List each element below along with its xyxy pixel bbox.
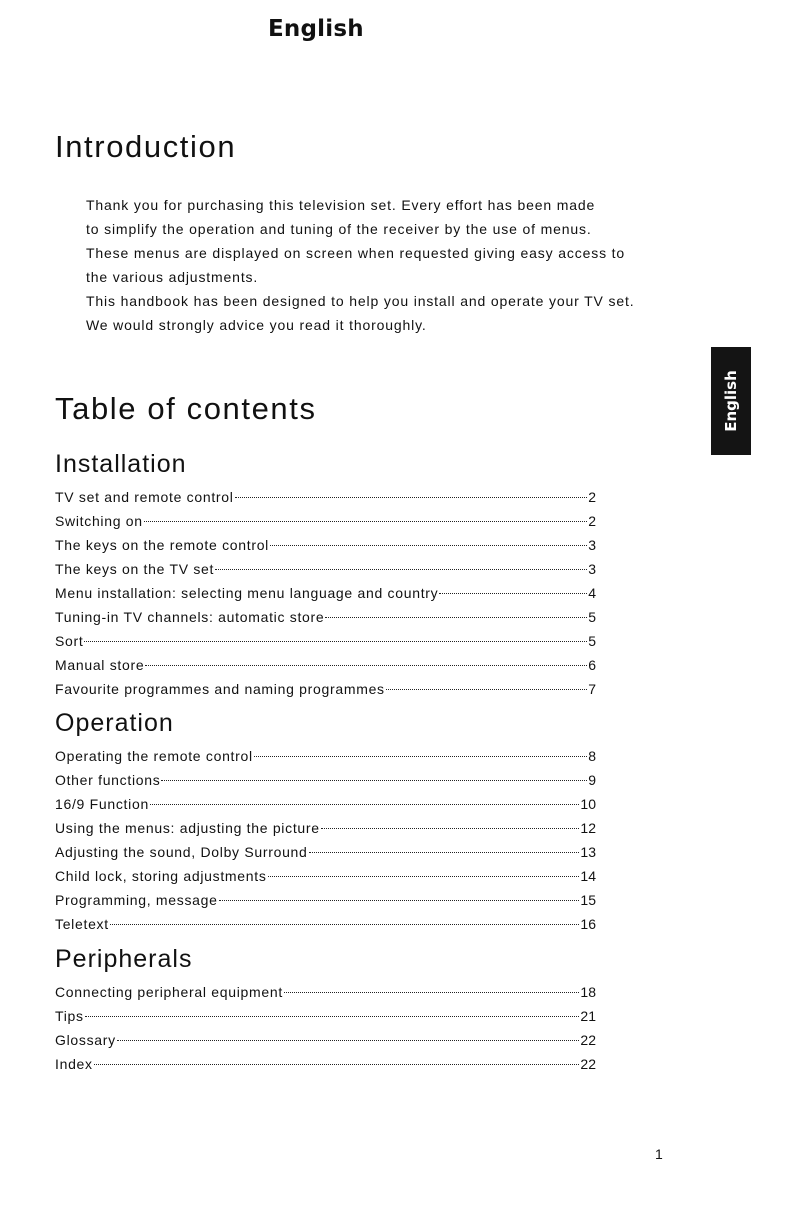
toc-entry bbox=[55, 509, 596, 533]
toc-entry-label: Connecting peripheral equipment bbox=[55, 984, 283, 1000]
header-language-label: English bbox=[268, 16, 364, 42]
toc-entry bbox=[55, 533, 596, 557]
toc-entry-page: 21 bbox=[580, 1008, 596, 1024]
toc-entry-page: 5 bbox=[588, 609, 596, 625]
toc-entry bbox=[55, 1028, 596, 1052]
toc-leader-dots bbox=[268, 876, 580, 877]
intro-line: These menus are displayed on screen when requested giving easy access to bbox=[86, 245, 626, 261]
section-title-peripherals: Peripherals bbox=[55, 945, 193, 973]
toc-entry-page: 7 bbox=[588, 681, 596, 697]
toc-leader-dots bbox=[386, 689, 587, 690]
toc-list-operation bbox=[55, 744, 596, 936]
toc-entry-label: Child lock, storing adjustments bbox=[55, 868, 267, 884]
toc-entry-label: Adjusting the sound, Dolby Surround bbox=[55, 844, 308, 860]
toc-leader-dots bbox=[215, 569, 587, 570]
page-number: 1 bbox=[655, 1146, 663, 1162]
toc-leader-dots bbox=[144, 521, 587, 522]
toc-leader-dots bbox=[309, 852, 580, 853]
toc-leader-dots bbox=[145, 665, 587, 666]
toc-leader-dots bbox=[284, 992, 579, 993]
toc-entry bbox=[55, 888, 596, 912]
section-title-operation: Operation bbox=[55, 709, 174, 737]
toc-entry bbox=[55, 1052, 596, 1076]
toc-entry bbox=[55, 744, 596, 768]
toc-entry bbox=[55, 557, 596, 581]
toc-entry-page: 14 bbox=[580, 868, 596, 884]
toc-entry-page: 3 bbox=[588, 561, 596, 577]
toc-entry-page: 13 bbox=[580, 844, 596, 860]
toc-entry bbox=[55, 485, 596, 509]
toc-entry-page: 8 bbox=[588, 748, 596, 764]
introduction-body bbox=[86, 193, 686, 337]
toc-entry-page: 2 bbox=[588, 513, 596, 529]
toc-entry-label: Sort bbox=[55, 633, 84, 649]
toc-entry-label: Tips bbox=[55, 1008, 84, 1024]
toc-entry bbox=[55, 581, 596, 605]
toc-leader-dots bbox=[117, 1040, 580, 1041]
toc-entry-label: Programming, message bbox=[55, 892, 218, 908]
toc-entry bbox=[55, 1004, 596, 1028]
toc-entry-label: Other functions bbox=[55, 772, 161, 788]
toc-entry bbox=[55, 605, 596, 629]
intro-line: to simplify the operation and tuning of the receiver by the use of menus. bbox=[86, 221, 592, 237]
toc-list-installation bbox=[55, 485, 596, 701]
toc-entry-label: Operating the remote control bbox=[55, 748, 253, 764]
side-tab-label: English bbox=[722, 370, 740, 432]
toc-entry-label: Using the menus: adjusting the picture bbox=[55, 820, 320, 836]
toc-leader-dots bbox=[219, 900, 580, 901]
toc-entry-page: 16 bbox=[580, 916, 596, 932]
toc-entry bbox=[55, 980, 596, 1004]
toc-leader-dots bbox=[94, 1064, 580, 1065]
toc-entry-page: 22 bbox=[580, 1032, 596, 1048]
toc-entry-label: Favourite programmes and naming programmes bbox=[55, 681, 385, 697]
toc-entry bbox=[55, 840, 596, 864]
toc-entry-page: 2 bbox=[588, 489, 596, 505]
toc-title: Table of contents bbox=[55, 391, 317, 426]
toc-entry-page: 18 bbox=[580, 984, 596, 1000]
toc-entry bbox=[55, 653, 596, 677]
toc-entry-label: The keys on the TV set bbox=[55, 561, 215, 577]
intro-line: the various adjustments. bbox=[86, 269, 259, 285]
toc-entry-label: Glossary bbox=[55, 1032, 116, 1048]
toc-leader-dots bbox=[150, 804, 579, 805]
section-title-installation: Installation bbox=[55, 450, 187, 478]
toc-entry-page: 4 bbox=[588, 585, 596, 601]
introduction-title: Introduction bbox=[55, 129, 237, 164]
toc-entry bbox=[55, 677, 596, 701]
toc-entry-page: 5 bbox=[588, 633, 596, 649]
toc-leader-dots bbox=[161, 780, 587, 781]
toc-leader-dots bbox=[85, 1016, 580, 1017]
toc-leader-dots bbox=[254, 756, 587, 757]
toc-leader-dots bbox=[321, 828, 580, 829]
toc-entry-label: Tuning-in TV channels: automatic store bbox=[55, 609, 325, 625]
toc-entry bbox=[55, 864, 596, 888]
toc-leader-dots bbox=[325, 617, 587, 618]
intro-line: We would strongly advice you read it thoroughly. bbox=[86, 317, 427, 333]
toc-entry-label: Menu installation: selecting menu language and country bbox=[55, 585, 439, 601]
intro-line: This handbook has been designed to help you install and operate your TV set. bbox=[86, 293, 635, 309]
toc-entry bbox=[55, 912, 596, 936]
toc-list-peripherals bbox=[55, 980, 596, 1076]
toc-entry-label: 16/9 Function bbox=[55, 796, 149, 812]
toc-entry-label: TV set and remote control bbox=[55, 489, 234, 505]
toc-entry bbox=[55, 629, 596, 653]
toc-leader-dots bbox=[110, 924, 580, 925]
toc-entry bbox=[55, 768, 596, 792]
toc-entry-page: 6 bbox=[588, 657, 596, 673]
toc-leader-dots bbox=[235, 497, 588, 498]
toc-entry-page: 12 bbox=[580, 820, 596, 836]
toc-entry-page: 3 bbox=[588, 537, 596, 553]
toc-entry-label: Switching on bbox=[55, 513, 143, 529]
toc-entry-page: 15 bbox=[580, 892, 596, 908]
toc-entry-page: 10 bbox=[580, 796, 596, 812]
toc-leader-dots bbox=[84, 641, 587, 642]
toc-entry-label: The keys on the remote control bbox=[55, 537, 269, 553]
toc-leader-dots bbox=[439, 593, 587, 594]
toc-entry-label: Index bbox=[55, 1056, 93, 1072]
toc-entry bbox=[55, 816, 596, 840]
toc-entry-label: Manual store bbox=[55, 657, 145, 673]
toc-entry bbox=[55, 792, 596, 816]
toc-entry-page: 22 bbox=[580, 1056, 596, 1072]
intro-line: Thank you for purchasing this television set. Every effort has been made bbox=[86, 197, 596, 213]
toc-entry-label: Teletext bbox=[55, 916, 109, 932]
toc-leader-dots bbox=[270, 545, 587, 546]
language-side-tab bbox=[711, 347, 751, 455]
toc-entry-page: 9 bbox=[588, 772, 596, 788]
